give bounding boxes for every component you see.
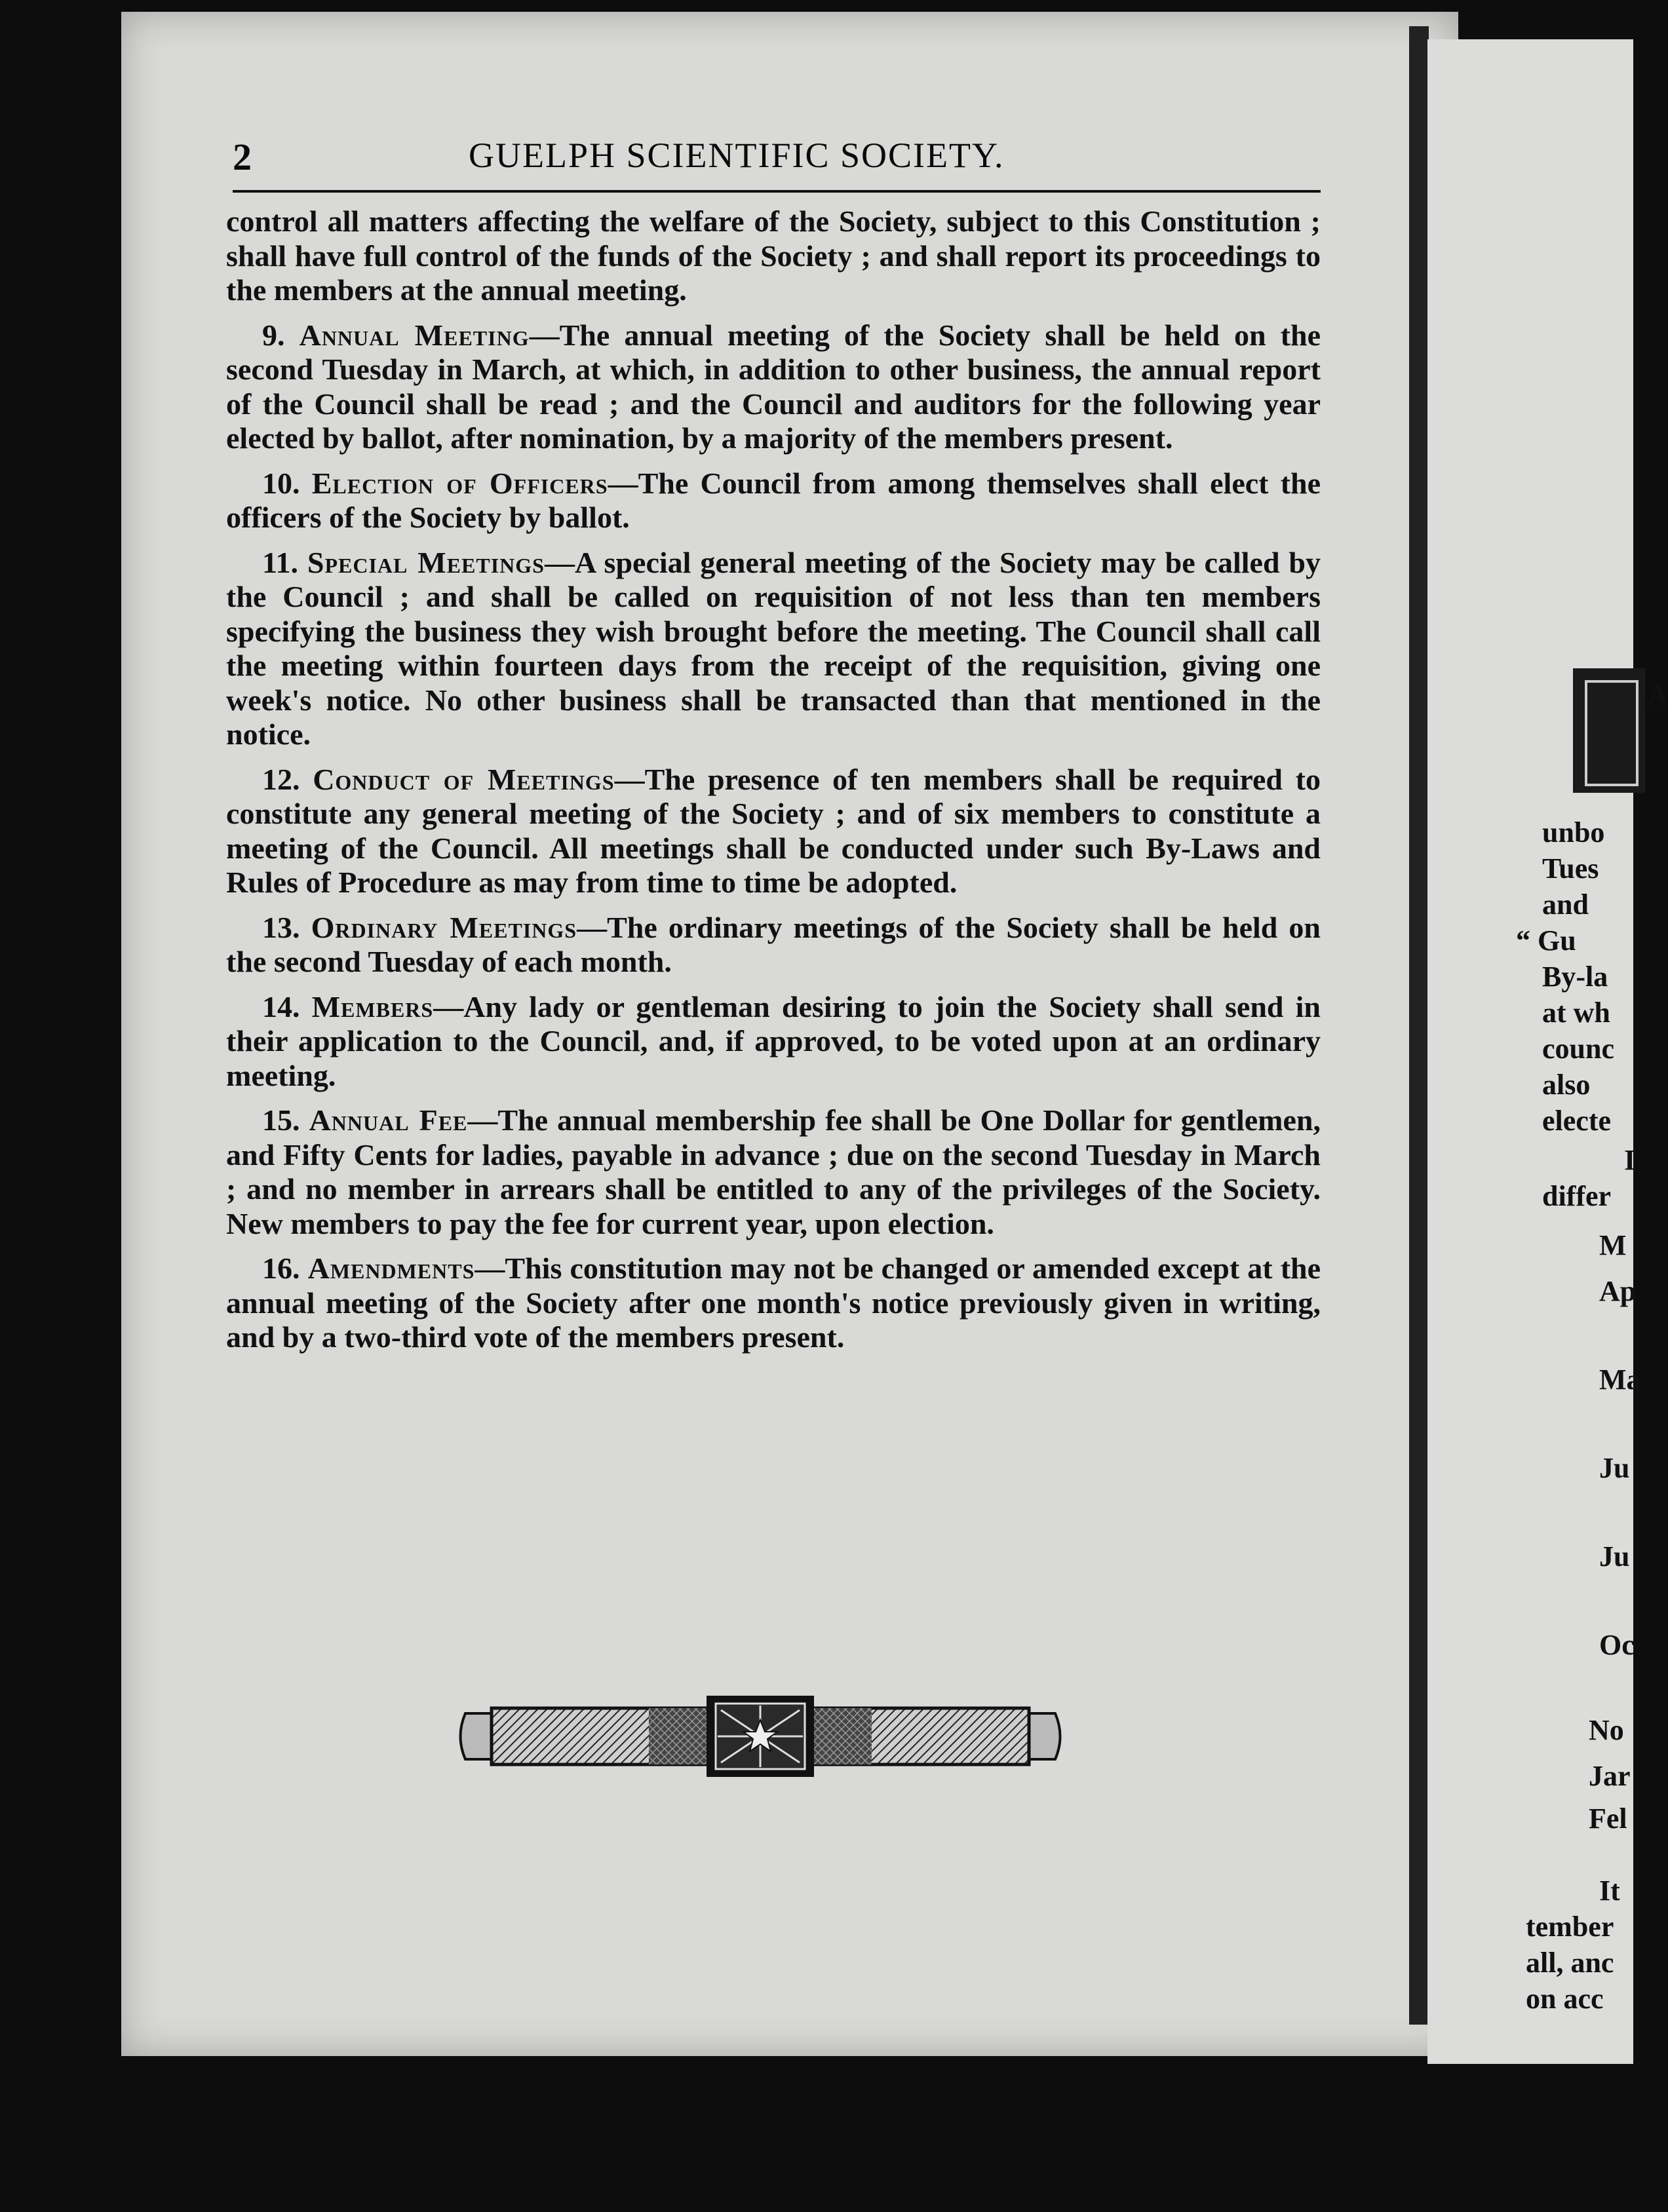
- section-paragraph: [226, 990, 1321, 1094]
- facing-line: Tues: [1542, 852, 1599, 885]
- section-number: 13.: [262, 910, 300, 944]
- header-rule: [233, 190, 1321, 193]
- facing-page: [1427, 39, 1668, 2064]
- section-heading: Election of Officers: [311, 466, 608, 500]
- facing-line: also: [1542, 1069, 1591, 1101]
- facing-line: Jar: [1589, 1760, 1631, 1792]
- facing-line: at wh: [1542, 997, 1610, 1029]
- facing-line: electe: [1542, 1105, 1611, 1137]
- section-paragraph: [226, 911, 1321, 980]
- facing-line: Ma: [1599, 1363, 1641, 1396]
- section-body: —The annual membership fee shall be One Dollar for gentlemen, and Fifty Cents for ladies, payable in advance ; due on the second Tuesday in March ; and no member in arrears shall be entitled to any of the privileges of the Society. New members to pay the fee for current year, upon election.: [226, 1103, 1321, 1240]
- section-number: 12.: [262, 762, 300, 796]
- section-body: —The presence of ten members shall be required to constitute any general meeting of the Society ; and of six members to constitute a meeting of the Council. All meetings shall be conducted under such By-Laws and Rules of Procedure as may from time to time be adopted.: [226, 762, 1321, 899]
- section-number: 10.: [262, 466, 300, 500]
- facing-line: unbo: [1542, 816, 1605, 849]
- facing-line: I: [1624, 1144, 1636, 1176]
- facing-line: A: [1647, 679, 1668, 711]
- section-paragraph: [226, 318, 1321, 456]
- section-heading: Special Meetings: [307, 545, 545, 579]
- book-spine: [1409, 26, 1429, 2025]
- facing-line: counc: [1542, 1033, 1614, 1065]
- section-paragraph: [226, 467, 1321, 535]
- facing-line: Ju: [1599, 1452, 1630, 1484]
- section-body: —The ordinary meetings of the Society shall be held on the second Tuesday of each month.: [226, 910, 1321, 978]
- section-paragraph: [226, 763, 1321, 900]
- facing-line: tember: [1526, 1911, 1614, 1943]
- facing-line: on acc: [1526, 1983, 1604, 2015]
- section-body: —The annual meeting of the Society shall be held on the second Tuesday in March, at which, in addition to other business, the annual report of the Council shall be read ; and the Council and auditors for the following year elected by ballot, after nomination, by a majority of the members present.: [226, 318, 1321, 455]
- section-number: 9.: [262, 318, 285, 352]
- section-heading: Ordinary Meetings: [311, 910, 577, 944]
- running-title: GUELPH SCIENTIFIC SOCIETY.: [469, 136, 1005, 175]
- section-body: —This constitution may not be changed or amended except at the annual meeting of the Society after one month's notice previously given in writing, and by a two-third vote of the members present.: [226, 1251, 1321, 1354]
- facing-line: “ Gu: [1516, 925, 1576, 957]
- section-paragraph: [226, 546, 1321, 752]
- section-heading: Amendments: [307, 1251, 475, 1285]
- section-paragraph: control all matters affecting the welfare of the Society, subject to this Constitution ; shall have full control of the funds of the Society ; and shall report its proceedings to the members at the annual meeting.: [226, 204, 1321, 307]
- section-body: —The Council from among themselves shall elect the officers of the Society by ballot.: [226, 466, 1321, 534]
- facing-line: It: [1599, 1875, 1620, 1907]
- section-number: 16.: [262, 1251, 300, 1285]
- section-number: 11.: [262, 545, 298, 579]
- section-heading: Members: [311, 989, 434, 1023]
- page-number: 2: [233, 136, 252, 178]
- page-header: [233, 131, 1321, 190]
- facing-line: No: [1589, 1714, 1624, 1746]
- section-body: —Any lady or gentleman desiring to join the Society shall send in their application to the Council, and, if approved, to be voted upon at an ordinary meeting.: [226, 989, 1321, 1092]
- section-heading: Conduct of Meetings: [313, 762, 615, 796]
- decorative-initial: [1573, 668, 1645, 793]
- section-body: —A special general meeting of the Society may be called by the Council ; and shall be called on requisition of not less than ten members specifying the business they wish brought before the meeting. The Council shall call the meeting within fourteen days from the receipt of the requisition, giving one week's notice. No other business shall be transacted than that mentioned in the notice.: [226, 545, 1321, 751]
- facing-line: Oc: [1599, 1629, 1635, 1661]
- section-number: 15.: [262, 1103, 300, 1137]
- decorative-ornament: [452, 1694, 1068, 1779]
- facing-line: Ap: [1599, 1275, 1637, 1307]
- facing-line: M: [1599, 1229, 1627, 1261]
- facing-line: By-la: [1542, 961, 1608, 993]
- section-heading: Annual Meeting: [299, 318, 530, 352]
- facing-line: differ: [1542, 1180, 1612, 1212]
- section-paragraph: [226, 1103, 1321, 1241]
- section-paragraph: [226, 1251, 1321, 1355]
- facing-line: Fel: [1589, 1802, 1627, 1835]
- facing-line: and: [1542, 888, 1589, 921]
- constitution-text: [226, 204, 1321, 1365]
- facing-line: Ju: [1599, 1540, 1630, 1573]
- section-number: 14.: [262, 989, 300, 1023]
- section-heading: Annual Fee: [309, 1103, 468, 1137]
- facing-line: all, anc: [1526, 1947, 1614, 1979]
